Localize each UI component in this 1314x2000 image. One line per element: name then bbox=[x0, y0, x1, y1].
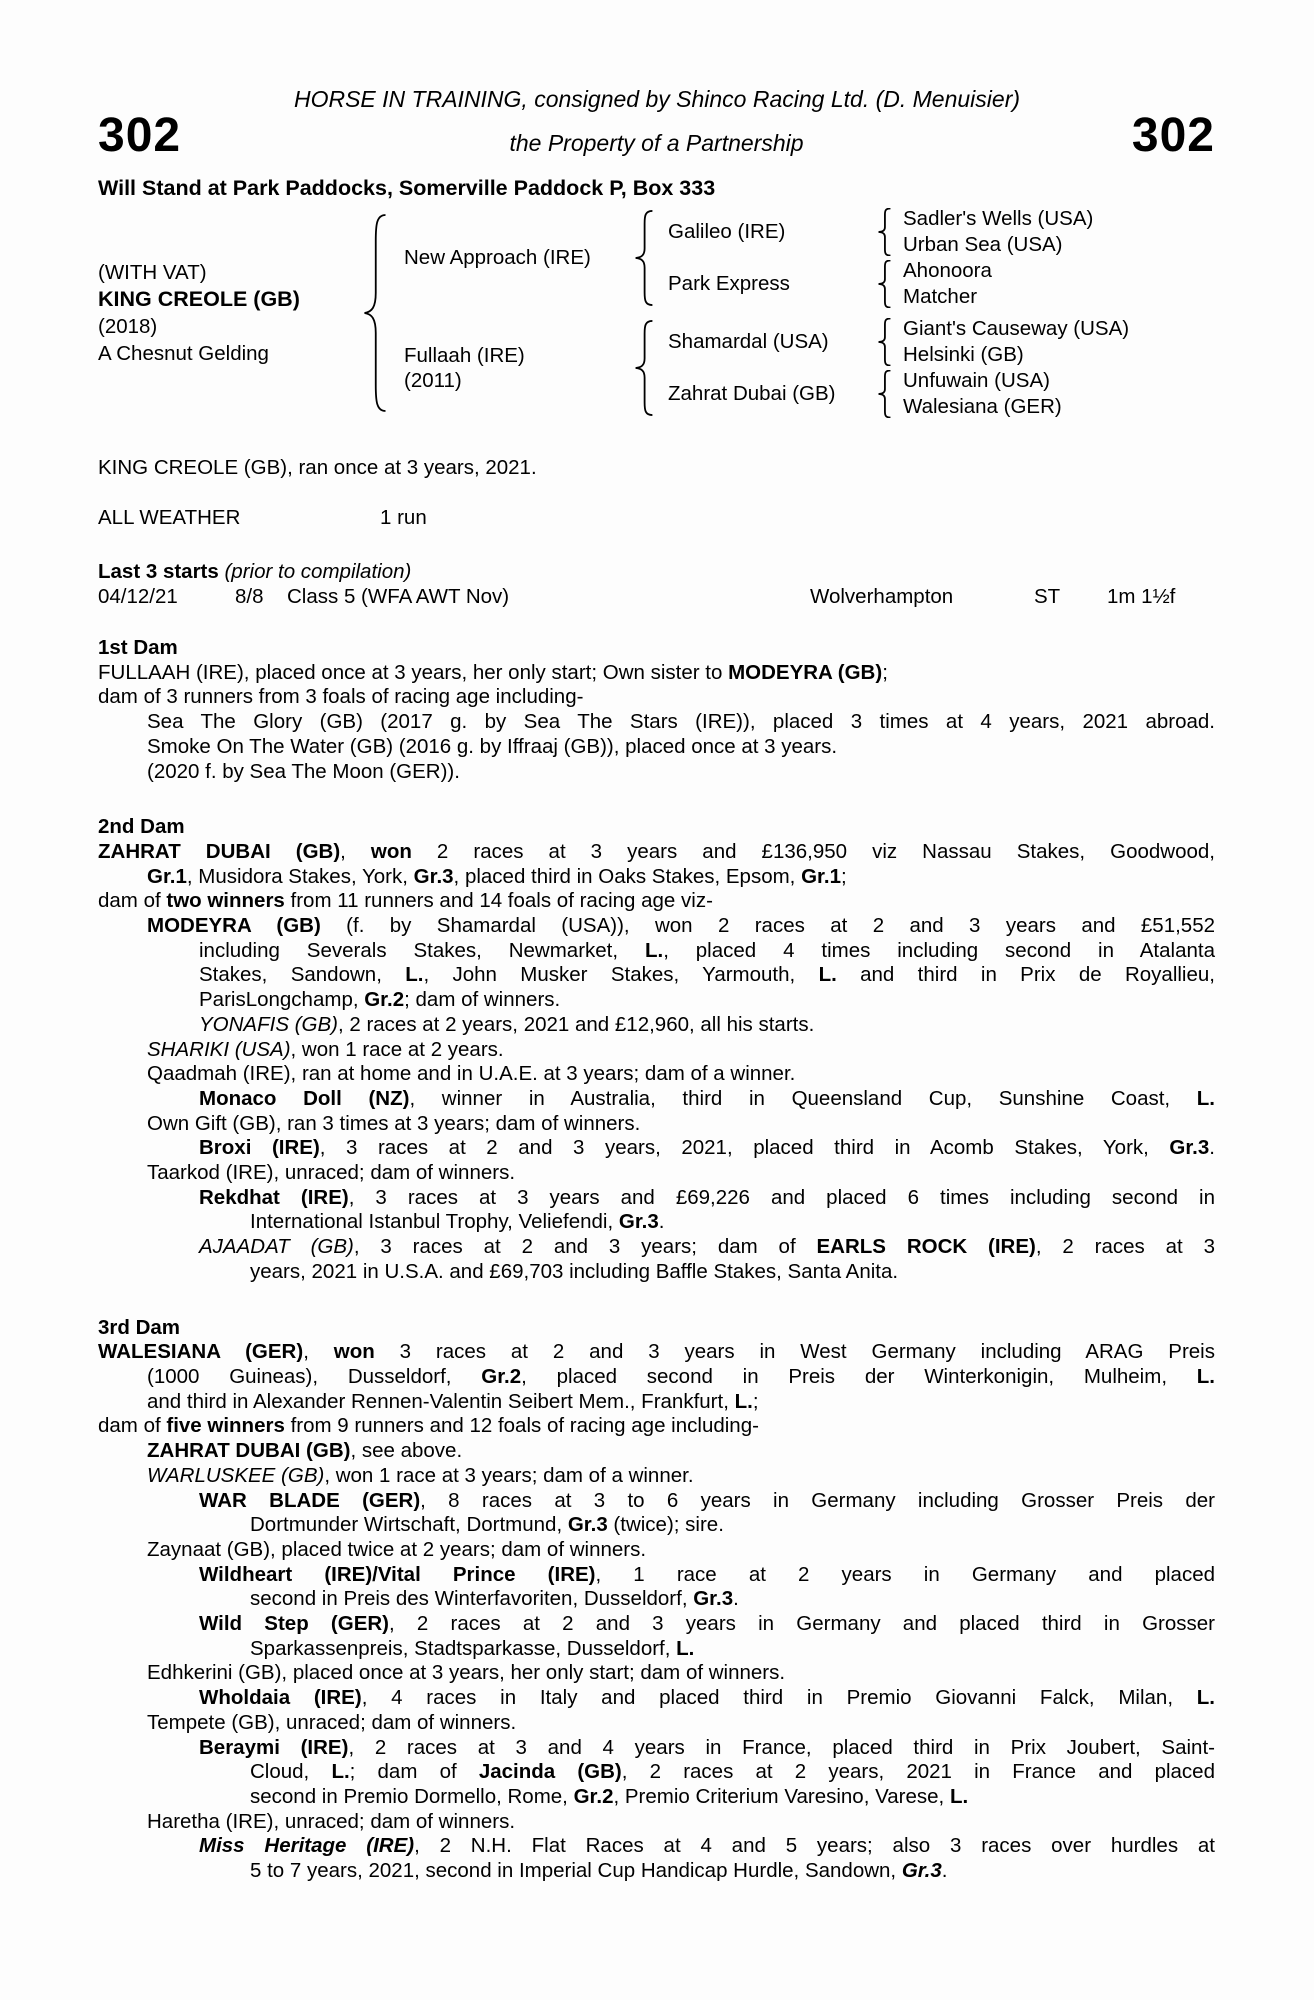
emphasized-text: Beraymi (IRE) bbox=[199, 1735, 349, 1759]
plain-text: , 4 races in Italy and placed third in Premio Giovanni Falck, Milan, bbox=[361, 1686, 1197, 1710]
ancestor-name: Walesiana (GER) bbox=[903, 394, 1062, 418]
dam-section bbox=[98, 636, 1215, 784]
race-going: ST bbox=[1034, 585, 1061, 608]
plain-text: 5 to 7 years, 2021, second in Imperial Cup Handicap Hurdle, Sandown, bbox=[250, 1859, 902, 1883]
emphasized-text: L. bbox=[644, 938, 664, 962]
dam-heading: 3rd Dam bbox=[98, 1315, 181, 1339]
property-line: the Property of a Partnership bbox=[509, 130, 804, 156]
emphasized-text: Wholdaia (IRE) bbox=[199, 1686, 362, 1710]
ancestor-name: Helsinki (GB) bbox=[903, 342, 1024, 366]
text-line bbox=[147, 735, 1215, 760]
emphasized-text: Gr.3 bbox=[901, 1859, 942, 1883]
text-line bbox=[147, 1661, 1215, 1686]
plain-text: , 2 races at 3 and 4 years in France, placed third in Prix Joubert, Saint- bbox=[348, 1735, 1215, 1759]
lot-number-right: 302 bbox=[1131, 109, 1215, 162]
text-line bbox=[250, 1637, 1215, 1662]
dam-name-line: Fullaah (IRE) bbox=[404, 343, 525, 367]
pedigree-tree bbox=[98, 205, 1215, 420]
plain-text: ParisLongchamp, bbox=[199, 988, 365, 1012]
sire-name: New Approach (IRE) bbox=[404, 246, 591, 269]
emphasized-text: WAR BLADE (GER) bbox=[199, 1488, 421, 1512]
text-line bbox=[250, 1859, 1215, 1884]
text-line bbox=[199, 1834, 1215, 1859]
emphasized-text: SHARIKI (USA) bbox=[147, 1037, 291, 1061]
dam-sections bbox=[98, 636, 1215, 1915]
sire-sire-parents bbox=[893, 206, 1215, 258]
plain-text: Qaadmah (IRE), ran at home and in U.A.E. at 3 years; dam of a winner. bbox=[147, 1062, 796, 1086]
text-line bbox=[98, 840, 1215, 865]
text-line bbox=[199, 1612, 1215, 1637]
plain-text: , 8 races at 3 to 6 years in Germany including Grosser Preis der bbox=[420, 1488, 1216, 1512]
surface-label: ALL WEATHER bbox=[98, 506, 241, 529]
surface-runs: 1 run bbox=[380, 506, 427, 529]
text-line bbox=[250, 1785, 1215, 1810]
horse-description: A Chesnut Gelding bbox=[98, 341, 269, 365]
dam-heading: 1st Dam bbox=[98, 636, 178, 659]
plain-text: ; bbox=[752, 1389, 759, 1413]
plain-text: (2020 f. by Sea The Moon (GER)). bbox=[147, 759, 460, 783]
text-line bbox=[98, 661, 1215, 686]
plain-text: , 3 races at 2 and 3 years, 2021, placed third in Acomb Stakes, York, bbox=[319, 1136, 1170, 1160]
plain-text: years, 2021 in U.S.A. and £69,703 including Baffle Stakes, Santa Anita. bbox=[250, 1259, 899, 1283]
plain-text: dam of 3 runners from 3 foals of racing age including- bbox=[98, 685, 584, 709]
plain-text: , Premio Criterium Varesino, Varese, bbox=[613, 1784, 950, 1808]
emphasized-text: MODEYRA (GB) bbox=[728, 660, 883, 684]
plain-text: Edhkerini (GB), placed once at 3 years, her only start; dam of winners. bbox=[147, 1661, 786, 1685]
plain-text: , 3 races at 3 years and £69,226 and placed 6 times including second in bbox=[348, 1185, 1215, 1209]
plain-text: . bbox=[733, 1587, 739, 1611]
text-line bbox=[98, 1414, 1215, 1439]
plain-text: , 2 races at 2 and 3 years in Germany and placed third in Grosser bbox=[389, 1612, 1215, 1636]
plain-text: , 3 races at 2 and 3 years; dam of bbox=[353, 1235, 817, 1259]
plain-text: FULLAAH (IRE), placed once at 3 years, her only start; Own sister to bbox=[98, 660, 729, 684]
plain-text: , John Musker Stakes, Yarmouth, bbox=[423, 963, 819, 987]
plain-text: (twice); sire. bbox=[607, 1513, 724, 1537]
plain-text: second in Preis des Winterfavoriten, Dusseldorf, bbox=[250, 1587, 694, 1611]
last-starts-label: Last 3 starts bbox=[98, 560, 219, 583]
emphasized-text: Jacinda (GB) bbox=[478, 1760, 622, 1784]
lot-number-left: 302 bbox=[98, 109, 182, 162]
plain-text: (f. by Shamardal (USA)), won 2 races at 2 and 3 years and £51,552 bbox=[320, 914, 1215, 938]
plain-text: 2 races at 3 years and £136,950 viz Nassau Stakes, Goodwood, bbox=[411, 839, 1215, 863]
text-line bbox=[147, 1810, 1215, 1835]
plain-text: , placed second in Preis der Winterkonigin, Mulheim, bbox=[521, 1364, 1197, 1388]
emphasized-text: won bbox=[333, 1340, 375, 1364]
text-line bbox=[199, 963, 1215, 988]
text-line bbox=[199, 1186, 1215, 1211]
emphasized-text: Gr.3 bbox=[693, 1587, 734, 1611]
plain-text: ; bbox=[840, 864, 847, 888]
plain-text: . bbox=[941, 1859, 948, 1883]
plain-text: Tempete (GB), unraced; dam of winners. bbox=[147, 1710, 517, 1734]
emphasized-text: L. bbox=[405, 963, 424, 987]
dam-dam-branch bbox=[656, 368, 1215, 420]
plain-text: Smoke On The Water (GB) (2016 g. by Iffraaj (GB)), placed once at 3 years. bbox=[147, 734, 838, 758]
text-line bbox=[250, 1587, 1215, 1612]
plain-text: 3 races at 2 and 3 years in West Germany including ARAG Preis bbox=[374, 1340, 1215, 1364]
pedigree-brace-icon bbox=[360, 213, 390, 413]
dam-parents bbox=[656, 316, 1215, 420]
emphasized-text: AJAADAT (GB) bbox=[199, 1235, 354, 1259]
text-line bbox=[250, 1760, 1215, 1785]
text-line bbox=[199, 988, 1215, 1013]
text-line bbox=[147, 1711, 1215, 1736]
plain-text: including Severals Stakes, Newmarket, bbox=[199, 938, 645, 962]
dam-sire-branch bbox=[656, 316, 1215, 368]
plain-text: , 2 N.H. Flat Races at 4 and 5 years; also 3 races over hurdles at bbox=[414, 1834, 1215, 1858]
pedigree-brace-icon bbox=[876, 260, 893, 308]
plain-text: Own Gift (GB), ran 3 times at 3 years; dam of winners. bbox=[147, 1111, 641, 1135]
plain-text: . bbox=[1209, 1136, 1215, 1160]
text-line bbox=[147, 760, 1215, 785]
emphasized-text: MODEYRA (GB) bbox=[147, 914, 321, 938]
text-line bbox=[250, 1210, 1215, 1235]
surface-record-row bbox=[98, 506, 1215, 530]
pedigree-brace-icon bbox=[632, 320, 656, 416]
text-line bbox=[199, 1563, 1215, 1588]
dam-name bbox=[390, 343, 632, 393]
emphasized-text: Miss Heritage (IRE) bbox=[199, 1834, 415, 1858]
emphasized-text: Wild Step (GER) bbox=[199, 1612, 389, 1636]
text-line bbox=[199, 1489, 1215, 1514]
consignor-line: HORSE IN TRAINING, consigned by Shinco Racing Ltd. (D. Menuisier) bbox=[293, 86, 1021, 112]
emphasized-text: L. bbox=[1196, 1686, 1215, 1710]
race-class: Class 5 (WFA AWT Nov) bbox=[287, 585, 510, 608]
sire-sire-name: Galileo (IRE) bbox=[668, 219, 786, 243]
text-line bbox=[199, 1686, 1215, 1711]
emphasized-text: Gr.3 bbox=[1169, 1136, 1210, 1160]
race-course: Wolverhampton bbox=[810, 585, 954, 608]
stand-location: Will Stand at Park Paddocks, Somerville Paddock P, Box 333 bbox=[98, 176, 716, 200]
plain-text: ; bbox=[882, 660, 888, 684]
emphasized-text: ZAHRAT DUBAI (GB) bbox=[147, 1439, 351, 1463]
emphasized-text: L. bbox=[734, 1389, 753, 1413]
sire-dam-name: Park Express bbox=[668, 271, 790, 295]
foaling-year: (2018) bbox=[98, 314, 158, 338]
race-summary: KING CREOLE (GB), ran once at 3 years, 2021. bbox=[98, 456, 537, 479]
text-line bbox=[147, 1161, 1215, 1186]
plain-text: from 9 runners and 12 foals of racing age including- bbox=[284, 1414, 759, 1438]
emphasized-text: Gr.2 bbox=[573, 1784, 614, 1808]
race-date: 04/12/21 bbox=[98, 585, 178, 608]
plain-text: , bbox=[303, 1340, 334, 1364]
ancestor-name: Unfuwain (USA) bbox=[903, 368, 1050, 392]
emphasized-text: L. bbox=[949, 1784, 969, 1808]
plain-text: dam of bbox=[98, 889, 167, 913]
plain-text: Haretha (IRE), unraced; dam of winners. bbox=[147, 1809, 516, 1833]
pedigree-brace-icon bbox=[876, 370, 893, 418]
plain-text: from 11 runners and 14 foals of racing age viz- bbox=[284, 889, 713, 913]
race-distance: 1m 1½f bbox=[1107, 585, 1176, 608]
text-line bbox=[147, 865, 1215, 890]
plain-text: Sea The Glory (GB) (2017 g. by Sea The Stars (IRE)), placed 3 times at 4 years, 2021 abroad. bbox=[147, 710, 1215, 734]
plain-text: , placed 4 times including second in Atalanta bbox=[663, 938, 1215, 962]
text-line bbox=[147, 1390, 1215, 1415]
dam-heading: 2nd Dam bbox=[98, 815, 185, 839]
plain-text: Stakes, Sandown, bbox=[199, 963, 406, 987]
plain-text: ; dam of bbox=[349, 1760, 479, 1784]
dam-sire-parents bbox=[893, 316, 1215, 368]
plain-text: , 2 races at 3 bbox=[1035, 1235, 1215, 1259]
plain-text: , won 1 race at 3 years; dam of a winner. bbox=[324, 1463, 694, 1487]
emphasized-text: won bbox=[370, 839, 412, 863]
plain-text: International Istanbul Trophy, Veliefendi, bbox=[250, 1210, 619, 1234]
vat-note: (WITH VAT) bbox=[98, 260, 207, 284]
ancestor-name: Sadler's Wells (USA) bbox=[903, 206, 1094, 230]
race-position: 8/8 bbox=[235, 585, 264, 608]
dam-section bbox=[98, 1316, 1215, 1884]
plain-text: Zaynaat (GB), placed twice at 2 years; dam of winners. bbox=[147, 1537, 647, 1561]
plain-text: , see above. bbox=[350, 1439, 463, 1463]
text-line bbox=[147, 1538, 1215, 1563]
emphasized-text: Gr.2 bbox=[364, 988, 405, 1012]
text-line bbox=[199, 1736, 1215, 1761]
plain-text: dam of bbox=[98, 1414, 167, 1438]
plain-text: and third in Prix de Royallieu, bbox=[836, 963, 1215, 987]
plain-text: . bbox=[658, 1210, 665, 1234]
emphasized-text: L. bbox=[1196, 1086, 1215, 1110]
plain-text: second in Premio Dormello, Rome, bbox=[250, 1784, 574, 1808]
dam-section bbox=[98, 815, 1215, 1284]
emphasized-text: Monaco Doll (NZ) bbox=[199, 1086, 410, 1110]
last-starts-note: (prior to compilation) bbox=[224, 560, 412, 583]
emphasized-text: Gr.3 bbox=[413, 864, 454, 888]
sire-dam-branch bbox=[656, 258, 1215, 310]
emphasized-text: Rekdhat (IRE) bbox=[199, 1185, 349, 1209]
subject-horse bbox=[98, 259, 360, 367]
text-line bbox=[98, 685, 1215, 710]
emphasized-text: Broxi (IRE) bbox=[199, 1136, 320, 1160]
plain-text: , bbox=[340, 839, 371, 863]
sire-branch bbox=[390, 206, 1215, 310]
emphasized-text: five winners bbox=[166, 1414, 285, 1438]
dam-dam-parents bbox=[893, 368, 1215, 420]
text-line bbox=[98, 889, 1215, 914]
plain-text: , 2 races at 2 years, 2021 in France and placed bbox=[621, 1760, 1215, 1784]
text-line bbox=[250, 1513, 1215, 1538]
horse-name: KING CREOLE (GB) bbox=[98, 286, 300, 311]
lot-header bbox=[98, 109, 1215, 162]
dam-branch bbox=[390, 316, 1215, 420]
plain-text: and third in Alexander Rennen-Valentin Seibert Mem., Frankfurt, bbox=[147, 1389, 735, 1413]
emphasized-text: ZAHRAT DUBAI (GB) bbox=[98, 839, 341, 863]
emphasized-text: Gr.3 bbox=[618, 1210, 659, 1234]
emphasized-text: L. bbox=[331, 1760, 350, 1784]
plain-text: (1000 Guineas), Dusseldorf, bbox=[147, 1364, 482, 1388]
text-line bbox=[147, 1112, 1215, 1137]
plain-text: , placed third in Oaks Stakes, Epsom, bbox=[453, 864, 802, 888]
text-line bbox=[250, 1260, 1215, 1285]
sire-dam-parents bbox=[893, 258, 1215, 310]
race-result-row bbox=[98, 585, 1215, 610]
plain-text: Sparkassenpreis, Stadtsparkasse, Dusseldorf, bbox=[250, 1636, 677, 1660]
plain-text: Dortmunder Wirtschaft, Dortmund, bbox=[250, 1513, 568, 1537]
text-line bbox=[199, 1136, 1215, 1161]
text-line bbox=[147, 1439, 1215, 1464]
ancestor-name: Matcher bbox=[903, 284, 978, 308]
emphasized-text: Gr.3 bbox=[567, 1513, 608, 1537]
emphasized-text: Gr.2 bbox=[481, 1364, 522, 1388]
text-line bbox=[147, 1365, 1215, 1390]
plain-text: , won 1 race at 2 years. bbox=[290, 1037, 504, 1061]
plain-text: Taarkod (IRE), unraced; dam of winners. bbox=[147, 1161, 516, 1185]
text-line bbox=[98, 1340, 1215, 1365]
text-line bbox=[147, 1038, 1215, 1063]
plain-text: , winner in Australia, third in Queensland Cup, Sunshine Coast, bbox=[409, 1086, 1197, 1110]
text-line bbox=[147, 914, 1215, 939]
sire-sire-branch bbox=[656, 206, 1215, 258]
plain-text: ; dam of winners. bbox=[404, 988, 561, 1012]
text-line bbox=[199, 939, 1215, 964]
dam-sire-name: Shamardal (USA) bbox=[668, 329, 829, 353]
text-line bbox=[147, 710, 1215, 735]
emphasized-text: WARLUSKEE (GB) bbox=[147, 1463, 325, 1487]
emphasized-text: Wildheart (IRE)/Vital Prince (IRE) bbox=[199, 1562, 596, 1586]
plain-text: Cloud, bbox=[250, 1760, 332, 1784]
text-line bbox=[199, 1087, 1215, 1112]
dam-year-line: (2011) bbox=[404, 368, 462, 392]
last-starts-row bbox=[98, 560, 411, 584]
ancestor-name: Giant's Causeway (USA) bbox=[903, 316, 1130, 340]
text-line bbox=[147, 1062, 1215, 1087]
emphasized-text: WALESIANA (GER) bbox=[98, 1340, 304, 1364]
text-line bbox=[199, 1013, 1215, 1038]
generation-1 bbox=[390, 206, 1215, 420]
dam-dam-name: Zahrat Dubai (GB) bbox=[668, 381, 836, 405]
emphasized-text: L. bbox=[676, 1636, 695, 1660]
emphasized-text: YONAFIS (GB) bbox=[199, 1012, 338, 1036]
emphasized-text: EARLS ROCK (IRE) bbox=[816, 1235, 1036, 1259]
text-line bbox=[147, 1464, 1215, 1489]
sire-parents bbox=[656, 206, 1215, 310]
ancestor-name: Ahonoora bbox=[903, 258, 992, 282]
emphasized-text: L. bbox=[1196, 1364, 1215, 1388]
plain-text: , 1 race at 2 years in Germany and placed bbox=[595, 1562, 1215, 1586]
pedigree-brace-icon bbox=[876, 318, 893, 366]
plain-text: , Musidora Stakes, York, bbox=[186, 864, 414, 888]
pedigree-brace-icon bbox=[876, 208, 893, 256]
text-line bbox=[199, 1235, 1215, 1260]
emphasized-text: Gr.1 bbox=[801, 864, 841, 888]
ancestor-name: Urban Sea (USA) bbox=[903, 232, 1063, 256]
emphasized-text: L. bbox=[818, 963, 837, 987]
plain-text: , 2 races at 2 years, 2021 and £12,960, all his starts. bbox=[337, 1012, 815, 1036]
pedigree-brace-icon bbox=[632, 210, 656, 306]
emphasized-text: two winners bbox=[166, 889, 285, 913]
emphasized-text: Gr.1 bbox=[147, 864, 187, 888]
